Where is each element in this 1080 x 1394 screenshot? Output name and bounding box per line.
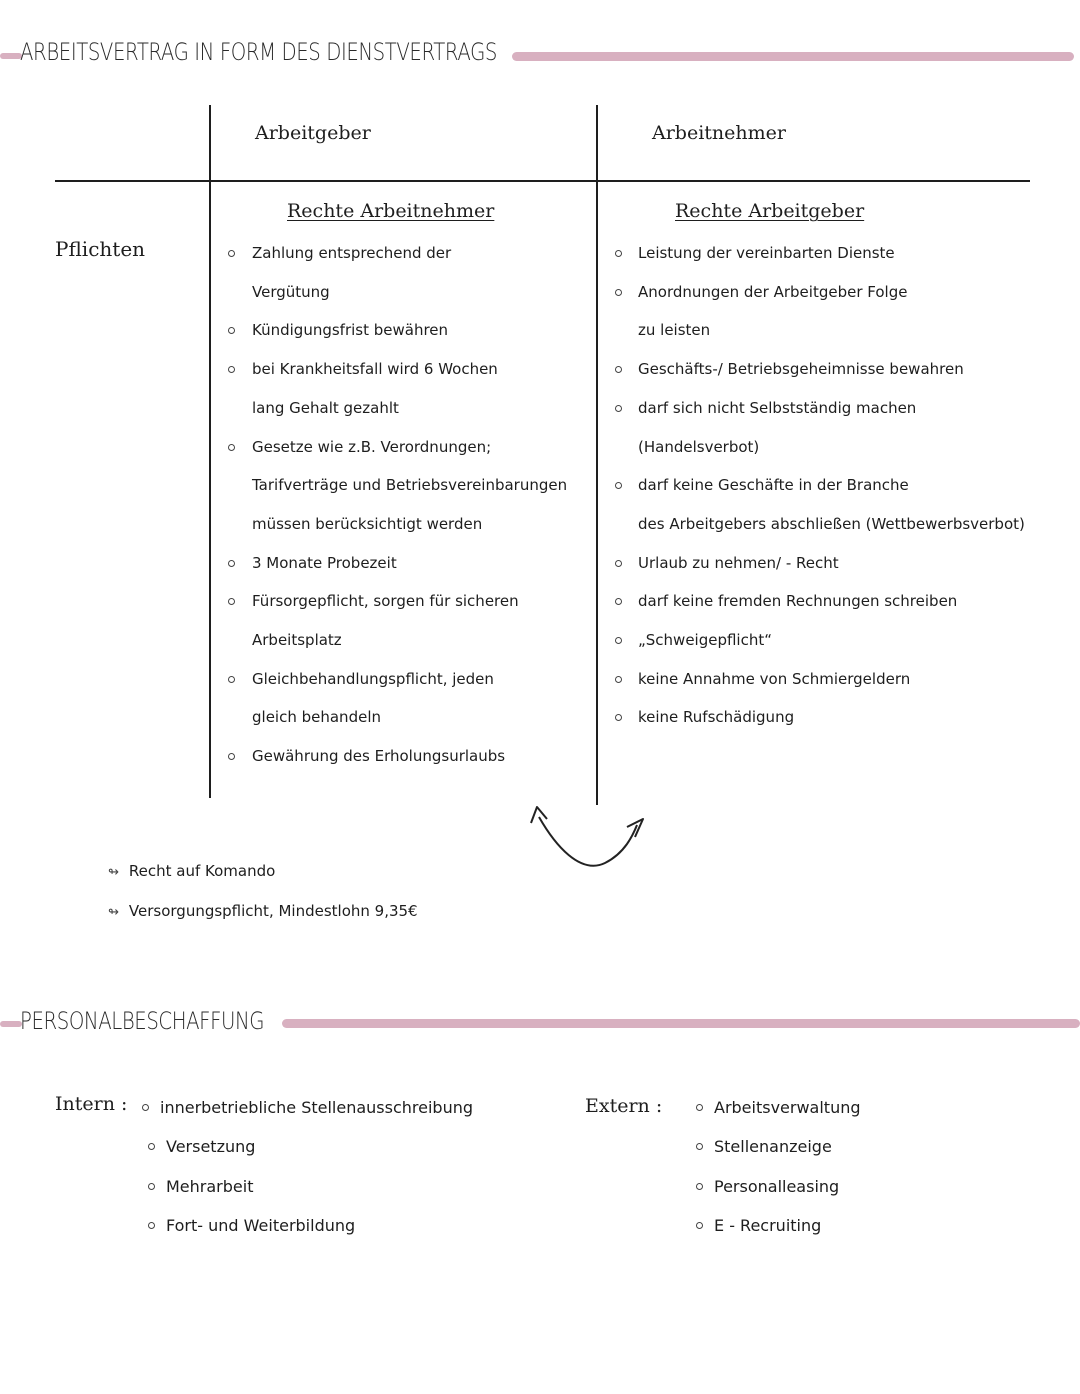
list-item <box>616 621 1076 660</box>
list-item-text: (Handelsverbot) <box>638 437 760 456</box>
list-item-text: lang Gehalt gezahlt <box>252 398 399 417</box>
bullet-icon <box>615 560 622 567</box>
intern-label: Intern : <box>55 1093 128 1115</box>
list-item <box>616 273 1076 350</box>
list-item: Stellenanzeige <box>714 1127 861 1166</box>
column-head-arbeitnehmer: Arbeitnehmer <box>652 122 786 144</box>
list-item-text: gleich behandeln <box>252 708 381 727</box>
list-item-text: keine Rufschädigung <box>638 708 795 727</box>
swap-arrow-icon <box>525 805 655 880</box>
list-item: Versetzung <box>166 1127 479 1166</box>
table-header-line <box>55 180 1030 182</box>
list-item-text: darf keine Geschäfte in der Branche <box>638 476 909 495</box>
heading-bar-left <box>0 1021 22 1027</box>
list-item <box>616 466 1076 543</box>
right-duties-list <box>616 234 1076 737</box>
list-item: E - Recruiting <box>714 1206 861 1245</box>
list-item <box>230 311 590 350</box>
heading-bar-left <box>0 53 22 59</box>
list-item <box>230 428 590 544</box>
bullet-icon <box>615 405 622 412</box>
list-item-text: Geschäfts-/ Betriebsgeheimnisse bewahren <box>638 360 964 379</box>
list-item <box>230 660 590 737</box>
list-item <box>230 737 590 776</box>
list-item: Fort- und Weiterbildung <box>166 1206 479 1245</box>
list-item-text: Fürsorgepflicht, sorgen für sicheren <box>252 592 519 611</box>
list-item-text: darf keine fremden Rechnungen schreiben <box>638 592 958 611</box>
extern-label: Extern : <box>585 1095 663 1117</box>
left-subheading: Rechte Arbeitnehmer <box>287 200 495 222</box>
extern-list <box>714 1088 861 1245</box>
section-title-personalbeschaffung: PERSONALBESCHAFFUNG <box>20 1007 265 1035</box>
column-head-arbeitgeber: Arbeitgeber <box>255 122 371 144</box>
list-item-text: Leistung der vereinbarten Dienste <box>638 244 895 262</box>
list-item <box>230 234 590 311</box>
section-title-arbeitsvertrag: ARBEITSVERTRAG IN FORM DES DIENSTVERTRAGS <box>20 38 497 66</box>
list-item <box>616 660 1076 699</box>
bullet-icon <box>615 637 622 644</box>
list-item-text: 3 Monate Probezeit <box>252 553 397 572</box>
list-item <box>230 350 590 427</box>
list-item: Mehrarbeit <box>166 1167 479 1206</box>
note-recht-auf-komando: ↬ Recht auf Komando <box>108 862 276 880</box>
intern-list <box>160 1088 473 1245</box>
list-item-text: zu leisten <box>638 321 711 340</box>
bullet-icon <box>228 250 235 257</box>
list-item-text: des Arbeitgebers abschließen (Wettbewerbsverbot) <box>638 514 1025 533</box>
curved-arrow-icon: ↬ <box>108 865 119 880</box>
right-subheading: Rechte Arbeitgeber <box>675 200 865 222</box>
list-item-text: Gleichbehandlungspflicht, jeden <box>252 669 494 688</box>
note-versorgungspflicht: ↬ Versorgungspflicht, Mindestlohn 9,35€ <box>108 902 418 920</box>
list-item <box>616 544 1076 583</box>
list-item: Arbeitsverwaltung <box>714 1088 861 1127</box>
bullet-icon <box>615 676 622 683</box>
list-item-text: bei Krankheitsfall wird 6 Wochen <box>252 360 498 379</box>
list-item <box>616 234 1076 273</box>
list-item <box>230 544 590 583</box>
list-item-text: Kündigungsfrist bewähren <box>252 321 449 340</box>
list-item-text: Gesetze wie z.B. Verordnungen; <box>252 437 492 456</box>
row-label-pflichten: Pflichten <box>55 237 146 261</box>
list-item <box>616 582 1076 621</box>
list-item-text: „Schweigepflicht“ <box>638 631 773 650</box>
list-item-text: Gewährung des Erholungsurlaubs <box>252 747 506 766</box>
bullet-icon <box>615 250 622 257</box>
list-item-text: Arbeitsplatz <box>252 631 342 650</box>
list-item-text: darf sich nicht Selbstständig machen <box>638 398 917 417</box>
list-item-text: Anordnungen der Arbeitgeber Folge <box>638 282 908 301</box>
table-divider-middle <box>596 105 598 805</box>
curved-arrow-icon: ↬ <box>108 905 119 920</box>
table-divider-left <box>209 105 211 798</box>
list-item <box>616 698 1076 737</box>
list-item-text: müssen berücksichtigt werden <box>252 514 483 533</box>
bullet-icon <box>228 560 235 567</box>
list-item-text: Zahlung entsprechend der <box>252 244 452 262</box>
bullet-icon <box>615 289 622 296</box>
heading-bar <box>512 52 1074 61</box>
heading-bar <box>282 1019 1080 1028</box>
list-item-text: keine Annahme von Schmiergeldern <box>638 669 911 688</box>
list-item-text: Vergütung <box>252 282 330 301</box>
list-item-text: Urlaub zu nehmen/ - Recht <box>638 553 839 572</box>
list-item <box>616 389 1076 466</box>
left-duties-list <box>230 234 590 776</box>
list-item-text: Tarifverträge und Betriebsvereinbarungen <box>252 476 568 495</box>
bullet-icon <box>228 676 235 683</box>
bullet-icon <box>228 444 235 451</box>
list-item <box>616 350 1076 389</box>
list-item: innerbetriebliche Stellenausschreibung <box>160 1088 473 1127</box>
list-item <box>230 582 590 659</box>
list-item: Personalleasing <box>714 1167 861 1206</box>
